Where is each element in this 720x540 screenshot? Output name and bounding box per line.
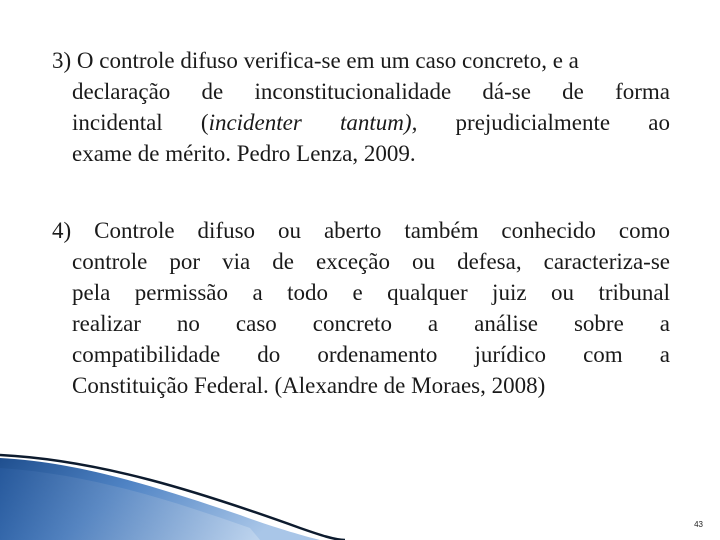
text-line: 3) O controle difuso verifica-se em um caso concreto, e a bbox=[52, 48, 579, 73]
text-line: 4) Controle difuso ou aberto também conhecido como bbox=[52, 218, 670, 243]
text-line: Constituição Federal. (Alexandre de Moraes, 2008) bbox=[72, 373, 546, 398]
page-number: 43 bbox=[694, 520, 703, 529]
text-line: pela permissão a todo e qualquer juiz ou tribunal bbox=[72, 280, 670, 305]
text-span: prejudicialmente ao bbox=[455, 110, 671, 135]
text-line: controle por via de exceção ou defesa, caracteriza-se bbox=[72, 249, 670, 274]
text-line: declaração de inconstitucionalidade dá-se de forma bbox=[72, 79, 670, 104]
text-line: realizar no caso concreto a análise sobre a bbox=[72, 311, 670, 336]
text-line: exame de mérito. Pedro Lenza, 2009. bbox=[72, 141, 416, 166]
latin-term: incidenter tantum), bbox=[208, 110, 418, 135]
text-line: compatibilidade do ordenamento jurídico com a bbox=[72, 342, 670, 367]
text-span: incidental ( bbox=[72, 110, 209, 135]
wave-highlight bbox=[0, 468, 260, 540]
